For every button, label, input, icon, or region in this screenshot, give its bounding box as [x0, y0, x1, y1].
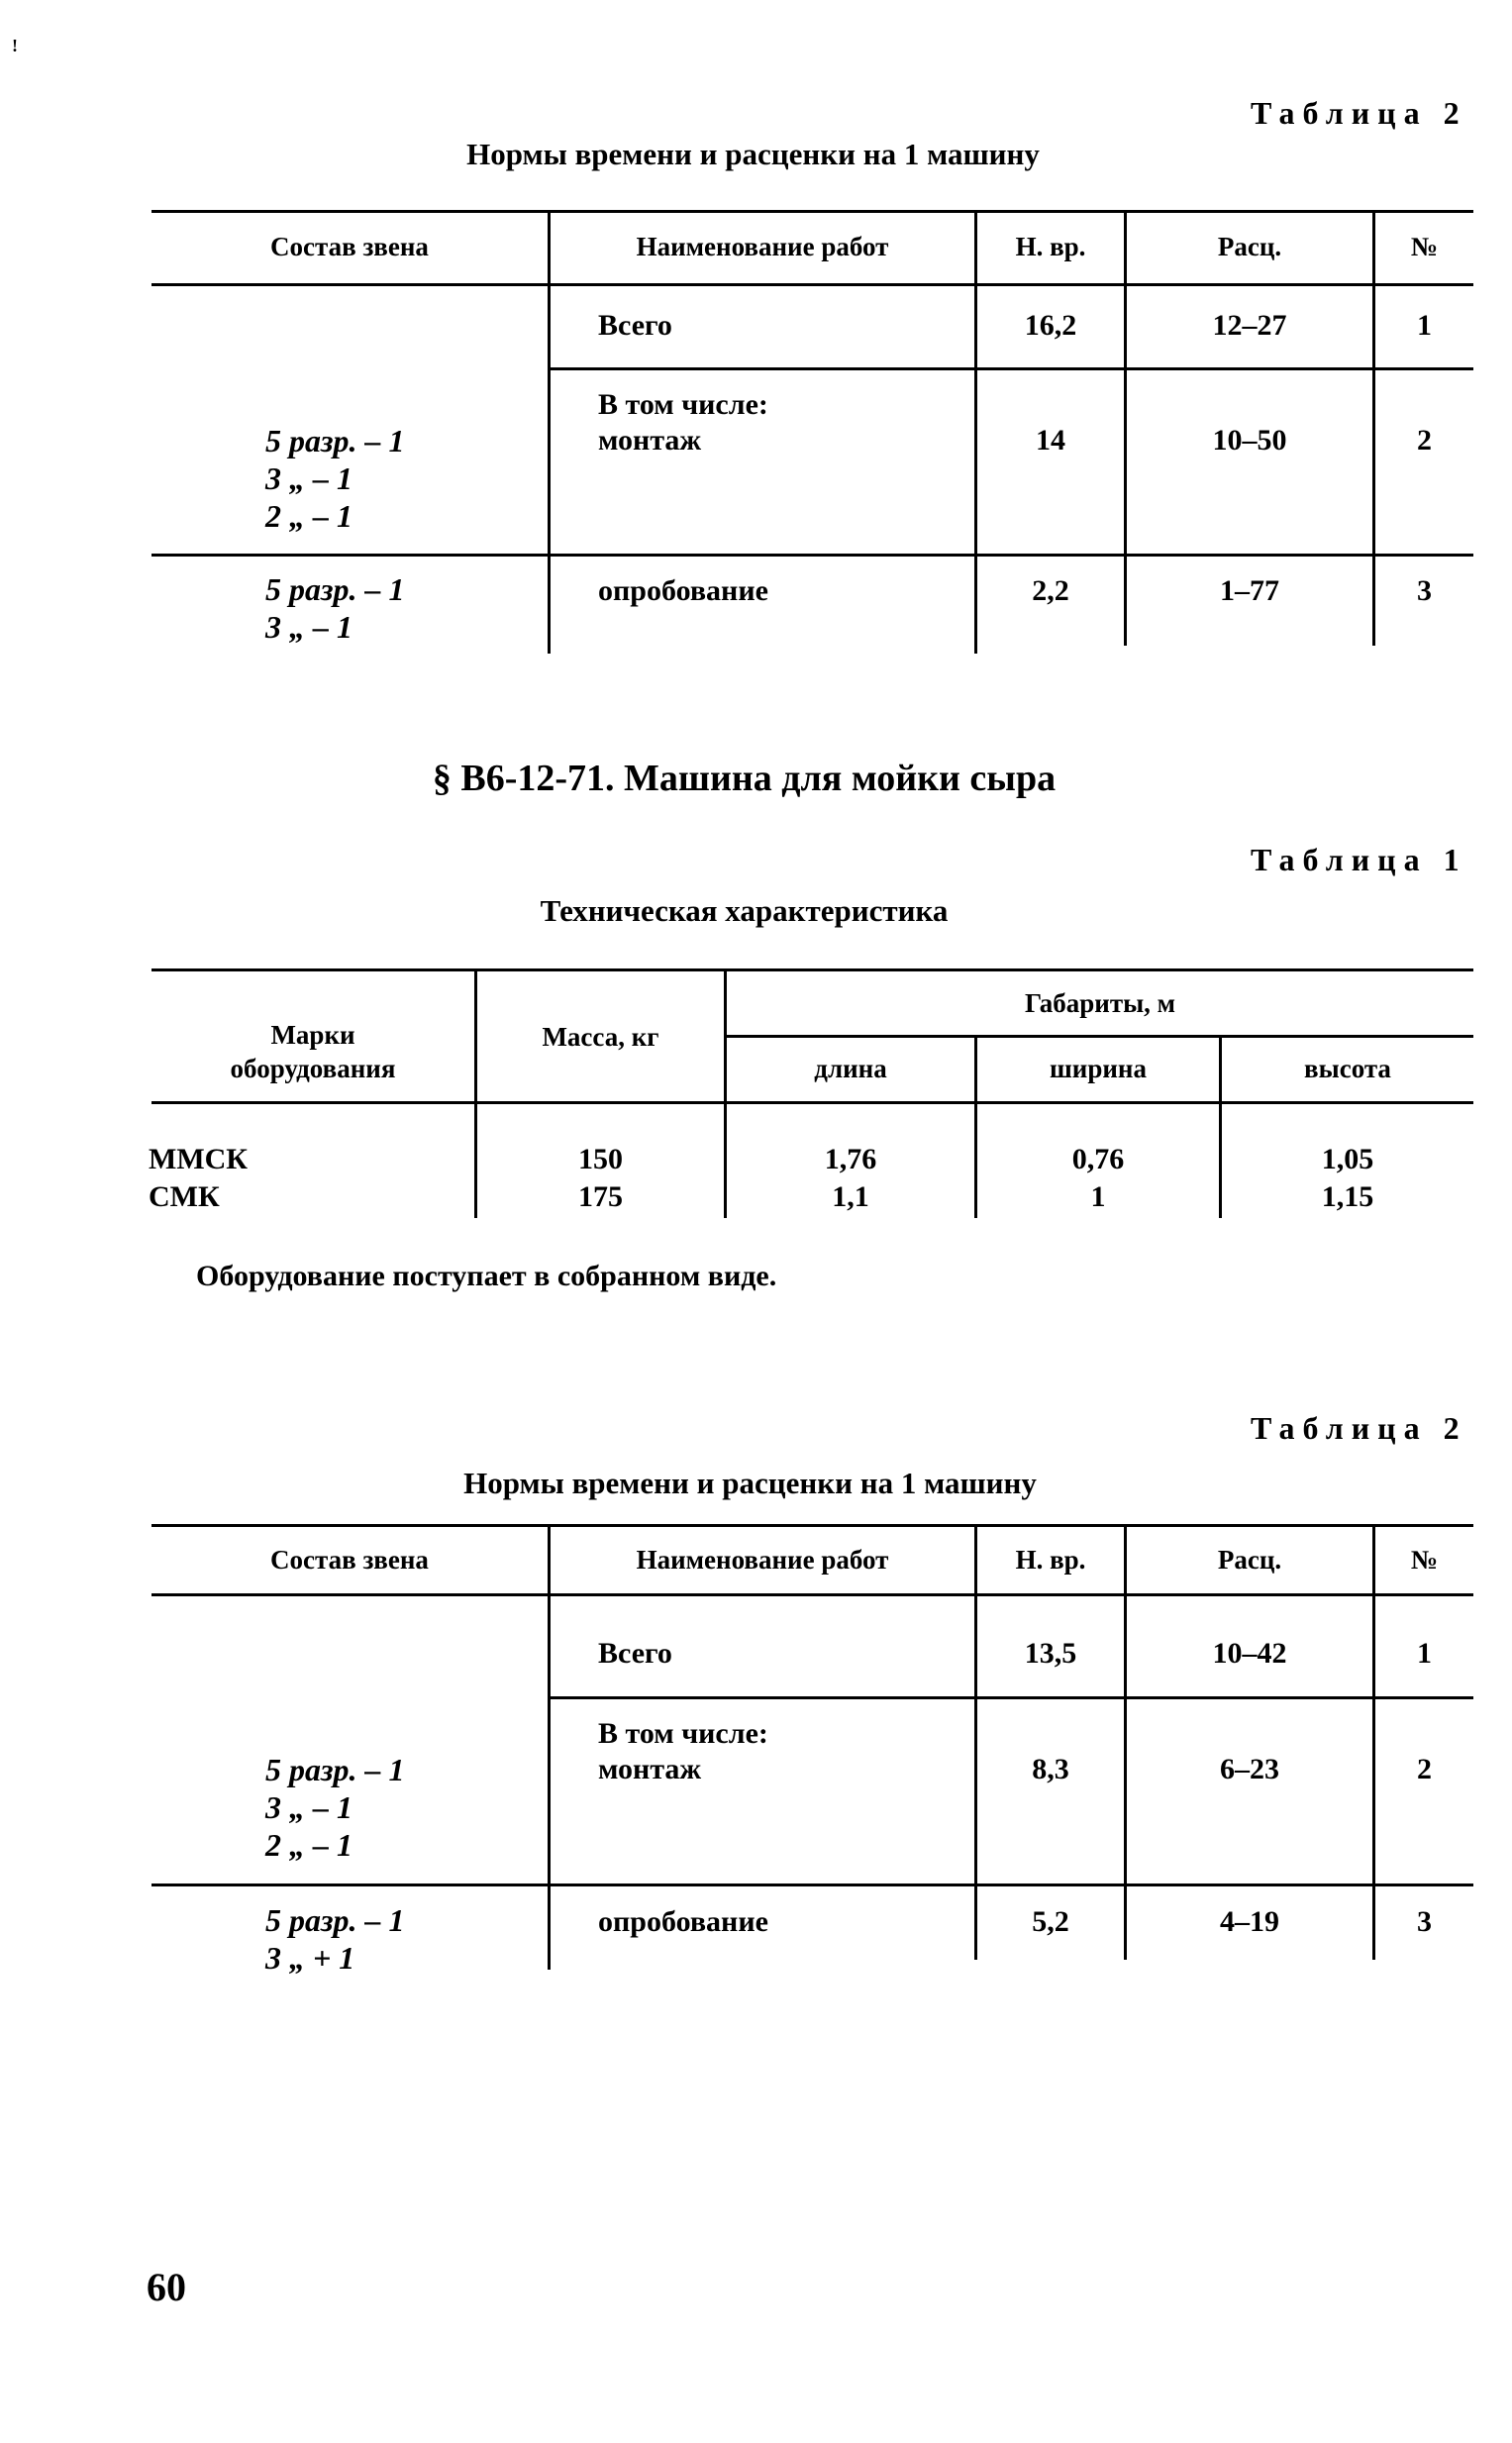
- table-a-header-norm: Н. вр.: [1015, 232, 1086, 261]
- table-b-crew1-line3: 2 „ – 1: [265, 1827, 353, 1863]
- table-a-row1-name: Всего: [598, 309, 672, 342]
- table-b-row-rule: [550, 1696, 1473, 1699]
- table-a-row3-rate: 1–77: [1220, 574, 1279, 607]
- table-a-crew1-line3: 2 „ – 1: [265, 498, 353, 534]
- table-a-row1-rate: 12–27: [1212, 309, 1287, 342]
- table-1-header-width: ширина: [1050, 1054, 1147, 1083]
- table-a-row1-norm: 16,2: [1024, 309, 1077, 342]
- table-a-crew2-line2: 3 „ – 1: [265, 609, 353, 645]
- table-b-crew1-line2: 3 „ – 1: [265, 1789, 353, 1825]
- table-1-header-brand-1: Марки: [270, 1020, 355, 1050]
- table-1-row1-brand: ММСК: [149, 1143, 249, 1175]
- table-b-row1-name: Всего: [598, 1637, 672, 1670]
- table-1-header-length: длина: [814, 1054, 887, 1083]
- table-a-crew2-line1: 5 разр. – 1: [265, 571, 405, 607]
- table-1-header-dims: Габариты, м: [1024, 988, 1176, 1018]
- table-a-header-work: Наименование работ: [636, 232, 889, 261]
- table-a-row3-num: 3: [1417, 574, 1432, 607]
- page-number: 60: [147, 2265, 186, 2309]
- table-b-caption: Нормы времени и расценки на 1 машину: [463, 1466, 1037, 1500]
- table-a-crew1-line2: 3 „ – 1: [265, 460, 353, 496]
- table-1-row2-brand: СМК: [149, 1180, 220, 1213]
- table-a-top-rule: [151, 210, 1473, 213]
- table-a-row1-num: 1: [1417, 309, 1432, 342]
- table-b-crew1-line1: 5 разр. – 1: [265, 1752, 405, 1787]
- table-1-row1-height: 1,05: [1321, 1143, 1374, 1175]
- table-a-row2-name: монтаж: [598, 424, 702, 457]
- table-a-row2-rate: 10–50: [1212, 424, 1287, 457]
- table-1-row2-mass: 175: [578, 1180, 623, 1213]
- table-1-row2-height: 1,15: [1321, 1180, 1374, 1213]
- table-b-crew2-line1: 5 разр. – 1: [265, 1902, 405, 1938]
- table-b-row2-name: монтаж: [598, 1753, 702, 1785]
- table-b-row1-norm: 13,5: [1024, 1637, 1077, 1670]
- table-a-crew1-line1: 5 разр. – 1: [265, 423, 405, 458]
- table-1-dims-rule: [726, 1035, 1473, 1038]
- table-a-col-rule: [548, 210, 551, 654]
- table-a-group-rule: [151, 554, 1473, 557]
- table-1-label: Таблица 1: [1251, 842, 1467, 877]
- table-1-top-rule: [151, 968, 1473, 971]
- table-b-row3-num: 3: [1417, 1905, 1432, 1938]
- table-a-caption: Нормы времени и расценки на 1 машину: [466, 137, 1040, 171]
- table-b-row2-prefix: В том числе:: [598, 1717, 768, 1750]
- table-b-col-rule: [974, 1524, 977, 1960]
- table-b-row3-norm: 5,2: [1032, 1905, 1069, 1938]
- table-b-row2-rate: 6–23: [1220, 1753, 1279, 1785]
- table-b-header-rule: [151, 1593, 1473, 1596]
- table-b-col-rule: [548, 1524, 551, 1970]
- table-1-header-mass: Масса, кг: [542, 1022, 659, 1052]
- table-a-header-num: №: [1410, 232, 1439, 261]
- table-a-row2-norm: 14: [1036, 424, 1065, 457]
- table-1-caption: Техническая характеристика: [540, 893, 949, 928]
- table-a-row3-name: опробование: [598, 574, 768, 607]
- table-b-top-rule: [151, 1524, 1473, 1527]
- table-b-header-work: Наименование работ: [636, 1545, 889, 1575]
- table-b-col-rule: [1372, 1524, 1375, 1960]
- table-1-header-height: высота: [1304, 1054, 1391, 1083]
- table-a-header-rate: Расц.: [1217, 232, 1282, 261]
- table-1-header-rule: [151, 1101, 1473, 1104]
- table-1-row2-width: 1: [1090, 1180, 1106, 1213]
- table-b-row3-name: опробование: [598, 1905, 768, 1938]
- table-1-row1-width: 0,76: [1071, 1143, 1125, 1175]
- table-1-header-brand-2: оборудования: [230, 1054, 396, 1083]
- table-b-row3-rate: 4–19: [1220, 1905, 1279, 1938]
- table-a-header-crew: Состав звена: [270, 232, 429, 261]
- table-1-note: Оборудование поступает в собранном виде.: [196, 1260, 777, 1292]
- table-b-col-rule: [1124, 1524, 1127, 1960]
- table-a-row2-num: 2: [1417, 424, 1432, 457]
- table-b-group-rule: [151, 1883, 1473, 1886]
- margin-mark: !: [12, 36, 18, 55]
- table-b-row2-num: 2: [1417, 1753, 1432, 1785]
- table-b-header-num: №: [1410, 1545, 1439, 1575]
- table-1-row2-length: 1,1: [832, 1180, 869, 1213]
- section-title: § В6-12-71. Машина для мойки сыра: [432, 758, 1057, 799]
- table-b-row1-rate: 10–42: [1212, 1637, 1287, 1670]
- table-b-header-norm: Н. вр.: [1015, 1545, 1086, 1575]
- table-b-crew2-line2: 3 „ + 1: [265, 1940, 355, 1976]
- table-b-header-crew: Состав звена: [270, 1545, 429, 1575]
- table-b-row1-num: 1: [1417, 1637, 1432, 1670]
- table-b-header-rate: Расц.: [1217, 1545, 1282, 1575]
- table-a-row2-prefix: В том числе:: [598, 388, 768, 421]
- table-1-row1-mass: 150: [578, 1143, 623, 1175]
- table-a-label: Таблица 2: [1251, 95, 1467, 131]
- table-a-row3-norm: 2,2: [1032, 574, 1069, 607]
- table-1-row1-length: 1,76: [824, 1143, 877, 1175]
- table-a-row-rule: [550, 367, 1473, 370]
- table-b-row2-norm: 8,3: [1032, 1753, 1069, 1785]
- table-b-label: Таблица 2: [1251, 1410, 1467, 1446]
- table-a-header-rule: [151, 283, 1473, 286]
